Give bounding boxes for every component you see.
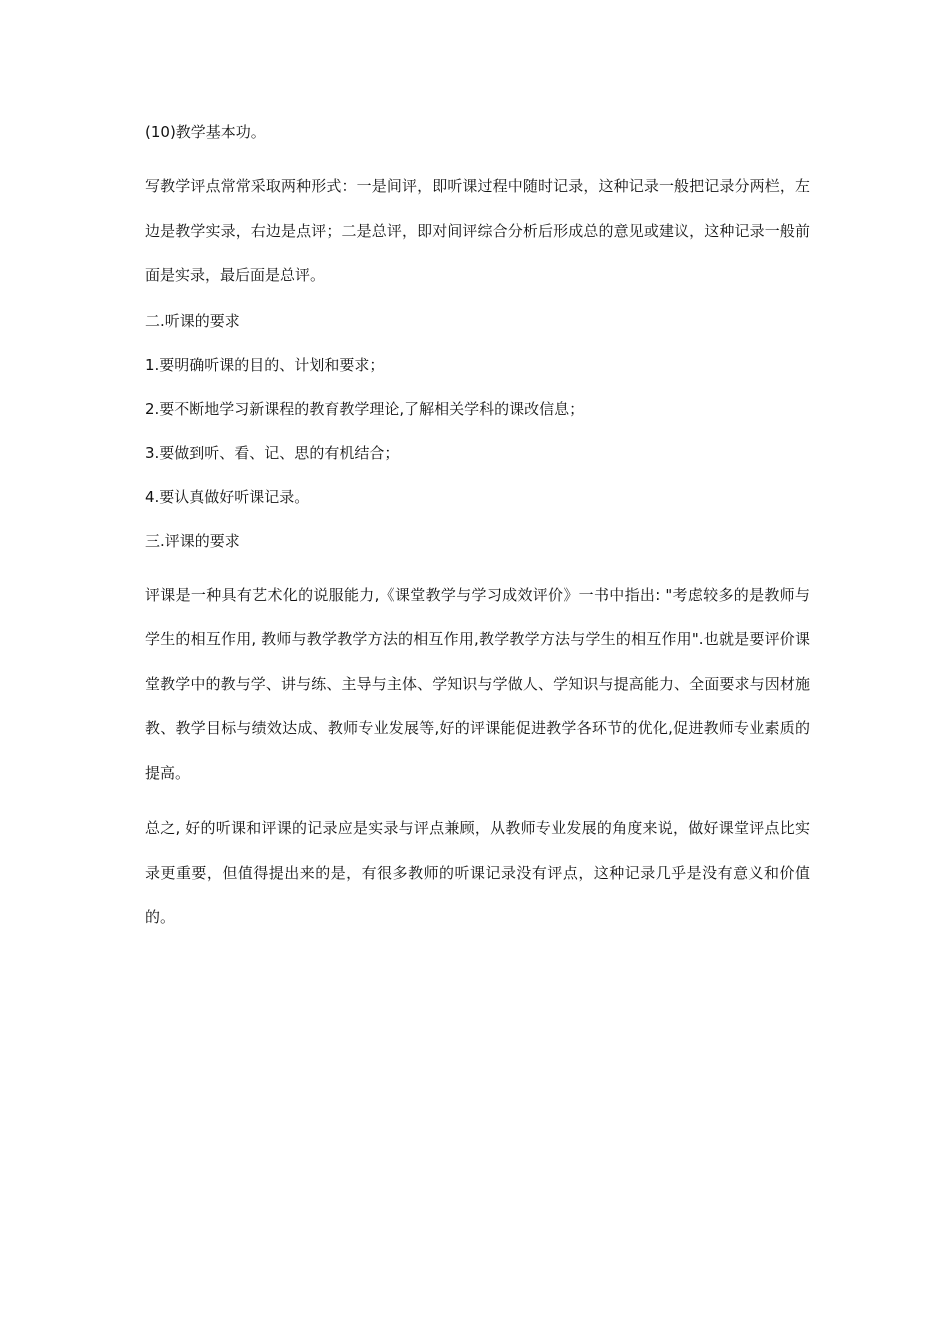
section-heading-evaluation-requirements: 三.评课的要求 [145, 531, 240, 550]
paragraph-summary: 总之, 好的听课和评课的记录应是实录与评点兼顾，从教师专业发展的角度来说，做好课堂评点比实录更重要，但值得提出来的是，有很多教师的听课记录没有评点，这种记录几乎是没有意义和价值的。 [145, 819, 810, 926]
document-body [145, 120, 810, 951]
list-item-3: 3.要做到听、看、记、思的有机结合； [145, 443, 400, 462]
paragraph-item-10: (10)教学基本功。 [145, 123, 266, 141]
list-item-4: 4.要认真做好听课记录。 [145, 487, 310, 506]
list-item-2: 2.要不断地学习新课程的教育教学理论,了解相关学科的课改信息； [145, 399, 585, 418]
paragraph-evaluation-description: 评课是一种具有艺术化的说服能力,《课堂教学与学习成效评价》一书中指出: "考虑较多的是教师与学生的相互作用, 教师与教学教学方法的相互作用,教学教学方法与学生的相互作用".也就是要评价课堂教学中的教与学、讲与练、主导与主体、学知识与学做人、学知识与提高能力、全面要求与因材施教、教学目标与绩效达成、教师专业发展等,好的评课能促进教学各环节的优化,促进教师专业素质的提高。 [145, 585, 810, 782]
paragraph-evaluation-forms: 写教学评点常常采取两种形式：一是间评，即听课过程中随时记录，这种记录一般把记录分两栏，左边是教学实录，右边是点评；二是总评，即对间评综合分析后形成总的意见或建议，这种记录一般前面是实录，最后面是总评。 [145, 177, 810, 284]
section-heading-listening-requirements: 二.听课的要求 [145, 311, 240, 330]
list-item-1: 1.要明确听课的目的、计划和要求； [145, 355, 385, 374]
